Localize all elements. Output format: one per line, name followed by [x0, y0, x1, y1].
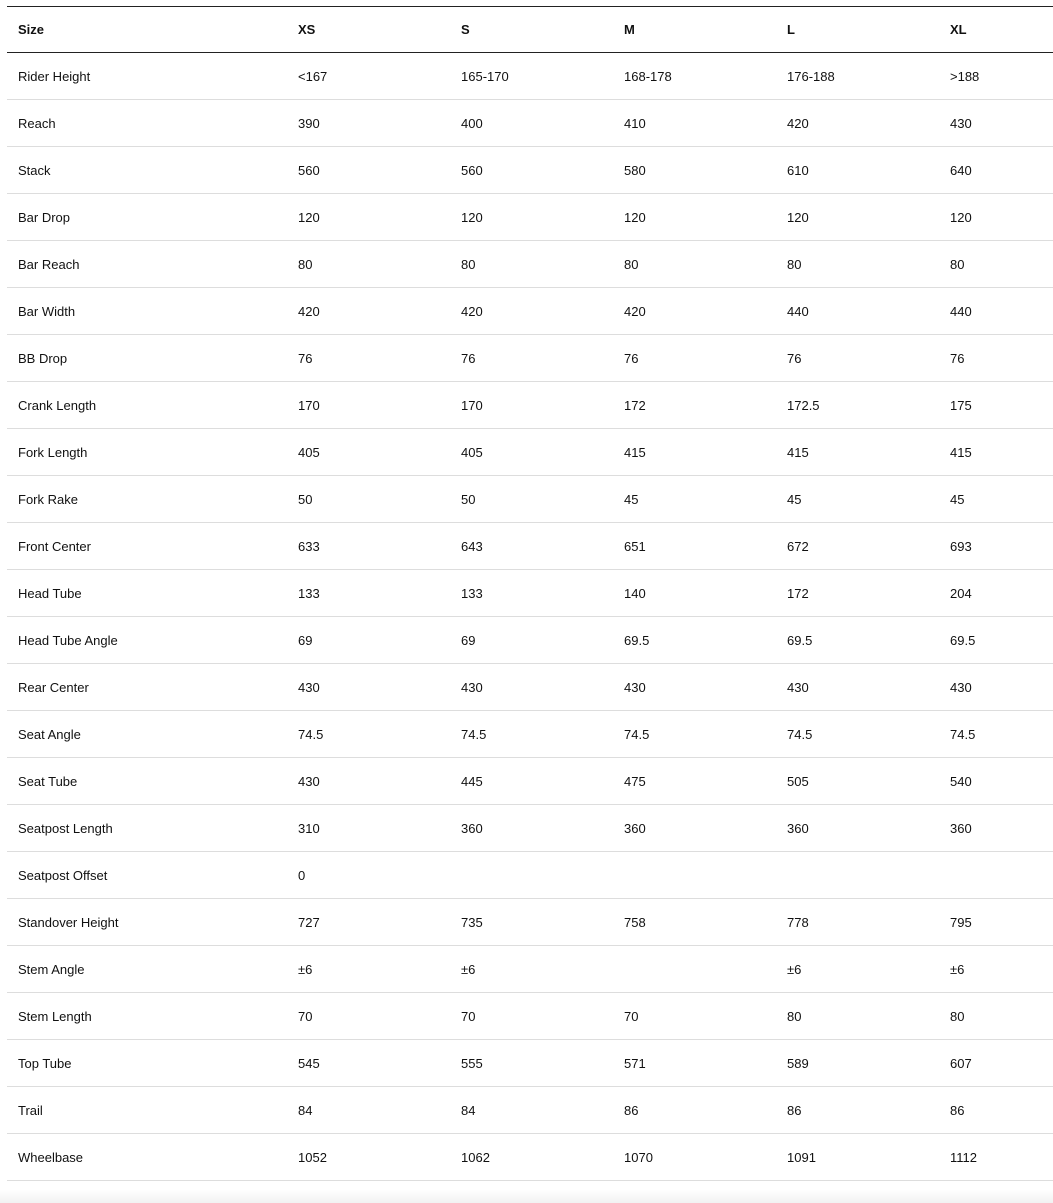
- table-cell: 80: [776, 241, 939, 288]
- table-cell: 555: [450, 1040, 613, 1087]
- header-row: [7, 7, 1053, 53]
- table-cell: 50: [287, 476, 450, 523]
- table-cell: 120: [450, 194, 613, 241]
- table-cell: 70: [287, 993, 450, 1040]
- table-cell: 170: [450, 382, 613, 429]
- table-row: [7, 664, 1053, 711]
- table-cell: 560: [450, 147, 613, 194]
- table-cell: 172: [776, 570, 939, 617]
- header-size-m: M: [613, 7, 776, 53]
- table-cell: 420: [450, 288, 613, 335]
- table-cell: 74.5: [450, 711, 613, 758]
- row-label: Seatpost Length: [7, 805, 287, 852]
- row-label: Stem Length: [7, 993, 287, 1040]
- row-label: Trail: [7, 1087, 287, 1134]
- table-cell: 120: [287, 194, 450, 241]
- table-cell: 360: [613, 805, 776, 852]
- row-label: Seat Tube: [7, 758, 287, 805]
- row-label: Fork Rake: [7, 476, 287, 523]
- table-cell: 400: [450, 100, 613, 147]
- table-row: [7, 1134, 1053, 1181]
- table-cell: 640: [939, 147, 1053, 194]
- table-cell: [776, 852, 939, 899]
- table-cell: 415: [939, 429, 1053, 476]
- table-cell: [613, 852, 776, 899]
- table-cell: 133: [287, 570, 450, 617]
- table-cell: 360: [776, 805, 939, 852]
- table-cell: 172.5: [776, 382, 939, 429]
- table-cell: 410: [613, 100, 776, 147]
- table-cell: 430: [287, 664, 450, 711]
- table-cell: 560: [287, 147, 450, 194]
- table-cell: 1091: [776, 1134, 939, 1181]
- table-cell: 76: [776, 335, 939, 382]
- table-cell: 420: [287, 288, 450, 335]
- table-cell: 610: [776, 147, 939, 194]
- table-cell: 45: [939, 476, 1053, 523]
- table-cell: 74.5: [776, 711, 939, 758]
- table-cell: 69.5: [776, 617, 939, 664]
- table-cell: 70: [450, 993, 613, 1040]
- table-row: [7, 852, 1053, 899]
- table-cell: 735: [450, 899, 613, 946]
- table-cell: 580: [613, 147, 776, 194]
- table-row: [7, 1040, 1053, 1087]
- table-cell: [613, 946, 776, 993]
- table-body: [7, 53, 1053, 1181]
- table-cell: 405: [450, 429, 613, 476]
- table-cell: 440: [939, 288, 1053, 335]
- table-cell: [450, 852, 613, 899]
- table-cell: ±6: [939, 946, 1053, 993]
- row-label: Bar Width: [7, 288, 287, 335]
- table-row: [7, 53, 1053, 100]
- table-cell: 0: [287, 852, 450, 899]
- table-cell: 172: [613, 382, 776, 429]
- table-row: [7, 382, 1053, 429]
- table-row: [7, 241, 1053, 288]
- header-size-xs: XS: [287, 7, 450, 53]
- table-cell: 74.5: [613, 711, 776, 758]
- table-row: [7, 429, 1053, 476]
- table-row: [7, 476, 1053, 523]
- table-cell: 795: [939, 899, 1053, 946]
- table-cell: 140: [613, 570, 776, 617]
- table-cell: 415: [776, 429, 939, 476]
- table-cell: ±6: [287, 946, 450, 993]
- table-cell: 589: [776, 1040, 939, 1087]
- table-header: [7, 7, 1053, 53]
- table-cell: ±6: [776, 946, 939, 993]
- table-cell: 1112: [939, 1134, 1053, 1181]
- table-cell: >188: [939, 53, 1053, 100]
- table-cell: 175: [939, 382, 1053, 429]
- table-cell: 727: [287, 899, 450, 946]
- header-size-s: S: [450, 7, 613, 53]
- table-cell: 120: [776, 194, 939, 241]
- table-cell: 430: [939, 664, 1053, 711]
- row-label: BB Drop: [7, 335, 287, 382]
- table-cell: 310: [287, 805, 450, 852]
- table-row: [7, 523, 1053, 570]
- row-label: Stack: [7, 147, 287, 194]
- geometry-table-container: [7, 6, 1053, 1181]
- table-row: [7, 570, 1053, 617]
- table-cell: ±6: [450, 946, 613, 993]
- table-cell: 1070: [613, 1134, 776, 1181]
- table-row: [7, 711, 1053, 758]
- row-label: Standover Height: [7, 899, 287, 946]
- table-cell: [939, 852, 1053, 899]
- table-cell: 69.5: [939, 617, 1053, 664]
- row-label: Head Tube: [7, 570, 287, 617]
- row-label: Seatpost Offset: [7, 852, 287, 899]
- table-cell: 430: [613, 664, 776, 711]
- table-cell: 420: [613, 288, 776, 335]
- table-cell: 420: [776, 100, 939, 147]
- table-cell: 133: [450, 570, 613, 617]
- table-cell: 168-178: [613, 53, 776, 100]
- row-label: Bar Drop: [7, 194, 287, 241]
- table-row: [7, 100, 1053, 147]
- table-row: [7, 946, 1053, 993]
- table-cell: 475: [613, 758, 776, 805]
- table-cell: 204: [939, 570, 1053, 617]
- table-cell: 69: [287, 617, 450, 664]
- table-cell: 120: [613, 194, 776, 241]
- table-row: [7, 194, 1053, 241]
- table-cell: 651: [613, 523, 776, 570]
- table-cell: 430: [450, 664, 613, 711]
- table-cell: 571: [613, 1040, 776, 1087]
- table-cell: 74.5: [939, 711, 1053, 758]
- table-cell: 76: [939, 335, 1053, 382]
- table-cell: 45: [613, 476, 776, 523]
- table-cell: 76: [450, 335, 613, 382]
- table-row: [7, 288, 1053, 335]
- row-label: Rear Center: [7, 664, 287, 711]
- table-cell: 170: [287, 382, 450, 429]
- table-cell: 540: [939, 758, 1053, 805]
- table-cell: 80: [450, 241, 613, 288]
- table-cell: 693: [939, 523, 1053, 570]
- table-cell: 120: [939, 194, 1053, 241]
- table-cell: 758: [613, 899, 776, 946]
- row-label: Seat Angle: [7, 711, 287, 758]
- table-cell: 50: [450, 476, 613, 523]
- table-cell: 390: [287, 100, 450, 147]
- table-cell: 80: [287, 241, 450, 288]
- table-cell: 80: [939, 241, 1053, 288]
- table-cell: 80: [613, 241, 776, 288]
- row-label: Wheelbase: [7, 1134, 287, 1181]
- table-row: [7, 147, 1053, 194]
- table-cell: 176-188: [776, 53, 939, 100]
- table-row: [7, 617, 1053, 664]
- row-label: Front Center: [7, 523, 287, 570]
- table-row: [7, 899, 1053, 946]
- row-label: Head Tube Angle: [7, 617, 287, 664]
- header-size-l: L: [776, 7, 939, 53]
- table-cell: 430: [776, 664, 939, 711]
- table-row: [7, 335, 1053, 382]
- table-row: [7, 1087, 1053, 1134]
- table-cell: 80: [939, 993, 1053, 1040]
- table-cell: 430: [939, 100, 1053, 147]
- bottom-shade: [0, 1190, 1053, 1203]
- table-cell: <167: [287, 53, 450, 100]
- row-label: Rider Height: [7, 53, 287, 100]
- header-size-label: Size: [7, 7, 287, 53]
- table-cell: 74.5: [287, 711, 450, 758]
- table-cell: 76: [287, 335, 450, 382]
- row-label: Top Tube: [7, 1040, 287, 1087]
- table-cell: 76: [613, 335, 776, 382]
- row-label: Bar Reach: [7, 241, 287, 288]
- table-cell: 415: [613, 429, 776, 476]
- table-cell: 778: [776, 899, 939, 946]
- row-label: Crank Length: [7, 382, 287, 429]
- table-cell: 545: [287, 1040, 450, 1087]
- table-cell: 360: [939, 805, 1053, 852]
- table-cell: 84: [450, 1087, 613, 1134]
- table-cell: 45: [776, 476, 939, 523]
- table-cell: 360: [450, 805, 613, 852]
- table-cell: 633: [287, 523, 450, 570]
- table-cell: 70: [613, 993, 776, 1040]
- row-label: Stem Angle: [7, 946, 287, 993]
- table-row: [7, 805, 1053, 852]
- table-cell: 405: [287, 429, 450, 476]
- table-cell: 672: [776, 523, 939, 570]
- table-cell: 86: [939, 1087, 1053, 1134]
- table-cell: 84: [287, 1087, 450, 1134]
- table-row: [7, 993, 1053, 1040]
- table-cell: 86: [613, 1087, 776, 1134]
- table-cell: 505: [776, 758, 939, 805]
- table-cell: 1052: [287, 1134, 450, 1181]
- table-cell: 86: [776, 1087, 939, 1134]
- table-cell: 69: [450, 617, 613, 664]
- table-cell: 440: [776, 288, 939, 335]
- table-cell: 69.5: [613, 617, 776, 664]
- geometry-table: [7, 6, 1053, 1181]
- table-cell: 165-170: [450, 53, 613, 100]
- table-cell: 643: [450, 523, 613, 570]
- row-label: Fork Length: [7, 429, 287, 476]
- table-cell: 80: [776, 993, 939, 1040]
- table-cell: 607: [939, 1040, 1053, 1087]
- table-cell: 445: [450, 758, 613, 805]
- header-size-xl: XL: [939, 7, 1053, 53]
- table-row: [7, 758, 1053, 805]
- table-cell: 430: [287, 758, 450, 805]
- table-cell: 1062: [450, 1134, 613, 1181]
- row-label: Reach: [7, 100, 287, 147]
